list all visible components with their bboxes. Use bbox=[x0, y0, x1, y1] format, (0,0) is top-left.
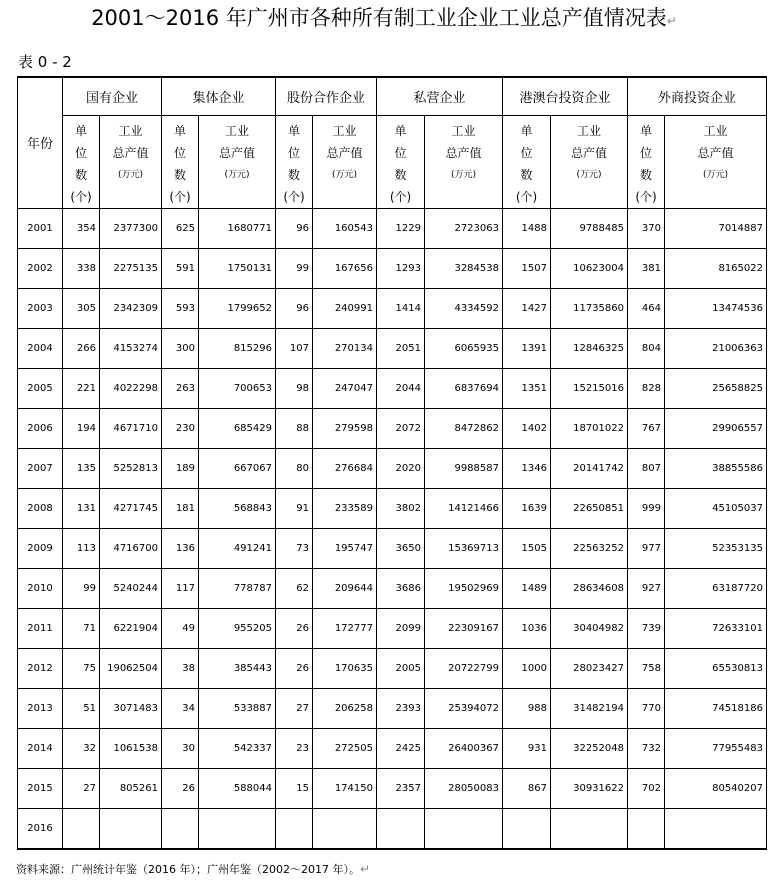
output-header-text: 工业 bbox=[451, 123, 476, 138]
unit-count-cell: 263 bbox=[162, 368, 199, 408]
unit-count-header bbox=[276, 115, 313, 208]
output-value-cell: 19062504 bbox=[100, 648, 162, 688]
table-row bbox=[18, 328, 767, 368]
year-cell: 2004 bbox=[18, 328, 63, 368]
unit-header-text: (个) bbox=[70, 189, 92, 204]
unit-count-cell bbox=[503, 808, 551, 849]
output-value-cell: 160543 bbox=[313, 208, 377, 248]
output-value-cell: 685429 bbox=[199, 408, 276, 448]
output-value-cell: 22309167 bbox=[425, 608, 503, 648]
unit-header-text: (个) bbox=[283, 189, 305, 204]
unit-count-cell: 2020 bbox=[377, 448, 425, 488]
unit-count-cell bbox=[63, 808, 100, 849]
output-value-cell: 72633101 bbox=[665, 608, 767, 648]
unit-count-cell: 931 bbox=[503, 728, 551, 768]
table-row bbox=[18, 488, 767, 528]
unit-count-cell: 136 bbox=[162, 528, 199, 568]
output-value-cell: 14121466 bbox=[425, 488, 503, 528]
unit-count-cell: 1346 bbox=[503, 448, 551, 488]
output-value-cell: 209644 bbox=[313, 568, 377, 608]
output-value-cell: 172777 bbox=[313, 608, 377, 648]
unit-count-cell: 32 bbox=[63, 728, 100, 768]
output-header-text: 工业 bbox=[332, 123, 357, 138]
output-header-text: 工业 bbox=[703, 123, 728, 138]
unit-header-text: 数 bbox=[639, 167, 652, 182]
output-value-cell: 778787 bbox=[199, 568, 276, 608]
unit-count-cell: 770 bbox=[628, 688, 665, 728]
output-value-cell: 2342309 bbox=[100, 288, 162, 328]
output-value-cell: 2275135 bbox=[100, 248, 162, 288]
unit-header-text: 数 bbox=[287, 167, 300, 182]
output-value-cell: 1750131 bbox=[199, 248, 276, 288]
unit-count-cell: 927 bbox=[628, 568, 665, 608]
output-value-cell: 12846325 bbox=[551, 328, 628, 368]
unit-count-header bbox=[162, 115, 199, 208]
unit-count-cell: 1391 bbox=[503, 328, 551, 368]
output-header-text: 工业 bbox=[118, 123, 143, 138]
unit-count-cell: 34 bbox=[162, 688, 199, 728]
table-row bbox=[18, 688, 767, 728]
unit-count-cell: 2393 bbox=[377, 688, 425, 728]
table-row bbox=[18, 648, 767, 688]
output-value-cell bbox=[425, 808, 503, 849]
output-value-cell: 18701022 bbox=[551, 408, 628, 448]
output-value-cell: 276684 bbox=[313, 448, 377, 488]
output-value-cell: 385443 bbox=[199, 648, 276, 688]
unit-count-cell: 91 bbox=[276, 488, 313, 528]
output-value-cell: 22563252 bbox=[551, 528, 628, 568]
unit-count-cell: 194 bbox=[63, 408, 100, 448]
group-header: 股份合作企业 bbox=[276, 77, 377, 115]
output-value-cell: 4716700 bbox=[100, 528, 162, 568]
unit-count-cell: 113 bbox=[63, 528, 100, 568]
unit-count-cell: 2357 bbox=[377, 768, 425, 808]
year-cell: 2003 bbox=[18, 288, 63, 328]
unit-count-cell: 381 bbox=[628, 248, 665, 288]
unit-count-cell: 135 bbox=[63, 448, 100, 488]
table-row bbox=[18, 528, 767, 568]
unit-count-cell: 3686 bbox=[377, 568, 425, 608]
unit-header-text: 单 bbox=[394, 123, 407, 138]
year-cell: 2014 bbox=[18, 728, 63, 768]
unit-count-cell: 88 bbox=[276, 408, 313, 448]
unit-count-cell: 999 bbox=[628, 488, 665, 528]
table-row bbox=[18, 288, 767, 328]
output-header-text: (万元) bbox=[702, 169, 729, 180]
output-value-header bbox=[665, 115, 767, 208]
year-cell: 2012 bbox=[18, 648, 63, 688]
unit-count-cell: 464 bbox=[628, 288, 665, 328]
unit-count-cell: 189 bbox=[162, 448, 199, 488]
unit-count-cell: 1414 bbox=[377, 288, 425, 328]
output-value-cell: 25394072 bbox=[425, 688, 503, 728]
output-value-cell: 815296 bbox=[199, 328, 276, 368]
unit-count-cell: 1488 bbox=[503, 208, 551, 248]
unit-count-cell: 354 bbox=[63, 208, 100, 248]
unit-header-text: 单 bbox=[74, 123, 87, 138]
unit-count-cell: 702 bbox=[628, 768, 665, 808]
output-value-cell: 805261 bbox=[100, 768, 162, 808]
unit-count-cell bbox=[628, 808, 665, 849]
unit-count-cell: 71 bbox=[63, 608, 100, 648]
group-header: 港澳台投资企业 bbox=[503, 77, 628, 115]
output-value-cell: 588044 bbox=[199, 768, 276, 808]
unit-count-cell: 96 bbox=[276, 288, 313, 328]
output-value-cell: 568843 bbox=[199, 488, 276, 528]
unit-count-cell: 117 bbox=[162, 568, 199, 608]
output-header-text: (万元) bbox=[224, 169, 250, 180]
unit-header-text: 数 bbox=[173, 167, 186, 182]
table-row bbox=[18, 368, 767, 408]
output-value-cell: 6837694 bbox=[425, 368, 503, 408]
output-value-cell: 7014887 bbox=[665, 208, 767, 248]
unit-count-cell: 807 bbox=[628, 448, 665, 488]
group-header: 外商投资企业 bbox=[628, 77, 767, 115]
table-row bbox=[18, 408, 767, 448]
output-header-text: 工业 bbox=[224, 123, 249, 138]
output-header-text: (万元) bbox=[117, 169, 144, 180]
output-value-header bbox=[199, 115, 276, 208]
table-row bbox=[18, 568, 767, 608]
year-cell: 2015 bbox=[18, 768, 63, 808]
output-header-text: 总产值 bbox=[326, 145, 363, 160]
unit-count-cell: 266 bbox=[63, 328, 100, 368]
unit-header-text: 数 bbox=[394, 167, 407, 182]
unit-count-cell: 98 bbox=[276, 368, 313, 408]
unit-count-header bbox=[628, 115, 665, 208]
unit-count-cell: 1427 bbox=[503, 288, 551, 328]
unit-count-cell: 2051 bbox=[377, 328, 425, 368]
unit-count-cell: 867 bbox=[503, 768, 551, 808]
unit-count-cell bbox=[276, 808, 313, 849]
unit-header-text: 单 bbox=[173, 123, 186, 138]
sub-header-row bbox=[18, 115, 767, 208]
unit-count-cell bbox=[162, 808, 199, 849]
output-value-cell: 5240244 bbox=[100, 568, 162, 608]
group-header-row bbox=[18, 77, 767, 115]
output-value-cell: 74518186 bbox=[665, 688, 767, 728]
unit-count-cell: 3802 bbox=[377, 488, 425, 528]
year-cell: 2011 bbox=[18, 608, 63, 648]
output-header-text: (万元) bbox=[576, 169, 602, 180]
unit-header-text: 位 bbox=[173, 145, 186, 160]
unit-count-cell: 181 bbox=[162, 488, 199, 528]
output-value-cell: 45105037 bbox=[665, 488, 767, 528]
table-row bbox=[18, 808, 767, 849]
year-cell: 2005 bbox=[18, 368, 63, 408]
unit-count-cell: 1293 bbox=[377, 248, 425, 288]
output-value-cell: 5252813 bbox=[100, 448, 162, 488]
unit-count-header bbox=[377, 115, 425, 208]
unit-count-cell: 1507 bbox=[503, 248, 551, 288]
output-header-text: 总产值 bbox=[697, 145, 734, 160]
unit-count-cell: 739 bbox=[628, 608, 665, 648]
output-value-cell: 1061538 bbox=[100, 728, 162, 768]
unit-count-cell: 1351 bbox=[503, 368, 551, 408]
unit-header-text: 数 bbox=[520, 167, 533, 182]
year-cell: 2010 bbox=[18, 568, 63, 608]
output-value-cell: 9788485 bbox=[551, 208, 628, 248]
output-value-cell: 21006363 bbox=[665, 328, 767, 368]
unit-count-cell: 977 bbox=[628, 528, 665, 568]
output-value-cell: 1680771 bbox=[199, 208, 276, 248]
output-value-cell: 491241 bbox=[199, 528, 276, 568]
unit-count-cell: 27 bbox=[63, 768, 100, 808]
year-cell: 2009 bbox=[18, 528, 63, 568]
output-value-cell: 195747 bbox=[313, 528, 377, 568]
output-value-cell: 170635 bbox=[313, 648, 377, 688]
unit-header-text: (个) bbox=[635, 189, 657, 204]
unit-header-text: 单 bbox=[639, 123, 652, 138]
output-value-cell: 3284538 bbox=[425, 248, 503, 288]
output-value-cell: 28050083 bbox=[425, 768, 503, 808]
output-value-cell: 26400367 bbox=[425, 728, 503, 768]
unit-header-text: 数 bbox=[74, 167, 87, 182]
output-value-cell: 4271745 bbox=[100, 488, 162, 528]
output-value-cell: 77955483 bbox=[665, 728, 767, 768]
output-value-cell: 270134 bbox=[313, 328, 377, 368]
year-cell: 2007 bbox=[18, 448, 63, 488]
output-value-cell: 10623004 bbox=[551, 248, 628, 288]
output-header-text: 总产值 bbox=[218, 145, 255, 160]
unit-count-cell: 305 bbox=[63, 288, 100, 328]
unit-count-cell: 1000 bbox=[503, 648, 551, 688]
unit-count-cell: 62 bbox=[276, 568, 313, 608]
output-value-cell: 4334592 bbox=[425, 288, 503, 328]
unit-count-cell: 221 bbox=[63, 368, 100, 408]
output-value-cell: 279598 bbox=[313, 408, 377, 448]
unit-count-cell: 2072 bbox=[377, 408, 425, 448]
output-value-cell: 206258 bbox=[313, 688, 377, 728]
unit-count-cell: 1489 bbox=[503, 568, 551, 608]
output-value-cell: 13474536 bbox=[665, 288, 767, 328]
unit-count-cell: 732 bbox=[628, 728, 665, 768]
page-title: 2001～2016 年广州市各种所有制工业企业工业总产值情况表↵ bbox=[91, 6, 677, 30]
unit-count-cell bbox=[377, 808, 425, 849]
output-value-cell: 4671710 bbox=[100, 408, 162, 448]
output-value-cell: 8472862 bbox=[425, 408, 503, 448]
unit-count-cell: 1402 bbox=[503, 408, 551, 448]
output-value-cell: 3071483 bbox=[100, 688, 162, 728]
output-value-cell: 667067 bbox=[199, 448, 276, 488]
output-value-cell: 15369713 bbox=[425, 528, 503, 568]
unit-count-cell: 26 bbox=[276, 608, 313, 648]
output-value-cell: 240991 bbox=[313, 288, 377, 328]
output-value-cell: 2723063 bbox=[425, 208, 503, 248]
output-value-cell: 174150 bbox=[313, 768, 377, 808]
output-value-cell: 30931622 bbox=[551, 768, 628, 808]
unit-count-cell: 26 bbox=[162, 768, 199, 808]
table-row bbox=[18, 608, 767, 648]
output-value-cell: 700653 bbox=[199, 368, 276, 408]
output-value-cell bbox=[313, 808, 377, 849]
unit-count-cell: 99 bbox=[276, 248, 313, 288]
unit-count-cell: 2099 bbox=[377, 608, 425, 648]
output-value-header bbox=[100, 115, 162, 208]
unit-count-cell: 15 bbox=[276, 768, 313, 808]
unit-count-cell: 2425 bbox=[377, 728, 425, 768]
unit-header-text: 位 bbox=[74, 145, 87, 160]
unit-count-cell: 828 bbox=[628, 368, 665, 408]
unit-header-text: 单 bbox=[287, 123, 300, 138]
unit-count-cell: 23 bbox=[276, 728, 313, 768]
output-value-header bbox=[551, 115, 628, 208]
output-value-cell: 9988587 bbox=[425, 448, 503, 488]
group-header: 集体企业 bbox=[162, 77, 276, 115]
year-cell: 2016 bbox=[18, 808, 63, 849]
output-value-cell bbox=[551, 808, 628, 849]
output-value-cell: 25658825 bbox=[665, 368, 767, 408]
output-value-cell: 31482194 bbox=[551, 688, 628, 728]
unit-count-cell: 230 bbox=[162, 408, 199, 448]
output-header-text: (万元) bbox=[450, 169, 477, 180]
unit-count-cell: 370 bbox=[628, 208, 665, 248]
unit-count-cell: 131 bbox=[63, 488, 100, 528]
output-value-header bbox=[313, 115, 377, 208]
output-value-cell: 29906557 bbox=[665, 408, 767, 448]
output-value-cell: 22650851 bbox=[551, 488, 628, 528]
output-value-cell bbox=[199, 808, 276, 849]
output-value-cell: 955205 bbox=[199, 608, 276, 648]
output-value-cell: 11735860 bbox=[551, 288, 628, 328]
unit-count-cell: 758 bbox=[628, 648, 665, 688]
year-cell: 2008 bbox=[18, 488, 63, 528]
unit-count-cell: 107 bbox=[276, 328, 313, 368]
unit-header-text: (个) bbox=[515, 189, 538, 204]
table-number: 表 0 - 2 bbox=[18, 53, 72, 71]
source-note: 资料来源：广州统计年鉴（2016 年）；广州年鉴（2002～2017 年）。↵ bbox=[16, 862, 371, 876]
unit-count-cell: 1229 bbox=[377, 208, 425, 248]
output-header-text: 总产值 bbox=[445, 145, 482, 160]
output-value-cell: 80540207 bbox=[665, 768, 767, 808]
unit-count-cell: 1639 bbox=[503, 488, 551, 528]
unit-count-cell: 73 bbox=[276, 528, 313, 568]
unit-count-cell: 99 bbox=[63, 568, 100, 608]
output-value-cell: 167656 bbox=[313, 248, 377, 288]
group-header: 私营企业 bbox=[377, 77, 503, 115]
year-cell: 2006 bbox=[18, 408, 63, 448]
output-value-header bbox=[425, 115, 503, 208]
unit-count-cell: 804 bbox=[628, 328, 665, 368]
year-cell: 2002 bbox=[18, 248, 63, 288]
output-header-text: (万元) bbox=[331, 169, 358, 180]
unit-header-text: 位 bbox=[287, 145, 300, 160]
unit-count-cell: 26 bbox=[276, 648, 313, 688]
unit-count-cell: 51 bbox=[63, 688, 100, 728]
output-value-cell: 32252048 bbox=[551, 728, 628, 768]
unit-count-cell: 30 bbox=[162, 728, 199, 768]
table-row bbox=[18, 728, 767, 768]
output-value-cell: 15215016 bbox=[551, 368, 628, 408]
unit-header-text: (个) bbox=[389, 189, 412, 204]
year-header: 年份 bbox=[18, 77, 63, 208]
output-value-cell: 542337 bbox=[199, 728, 276, 768]
unit-count-cell: 988 bbox=[503, 688, 551, 728]
unit-count-cell: 1505 bbox=[503, 528, 551, 568]
table-row bbox=[18, 448, 767, 488]
unit-count-cell: 2044 bbox=[377, 368, 425, 408]
output-value-cell: 20141742 bbox=[551, 448, 628, 488]
output-value-cell: 52353135 bbox=[665, 528, 767, 568]
unit-header-text: 位 bbox=[394, 145, 407, 160]
unit-count-cell: 591 bbox=[162, 248, 199, 288]
unit-count-cell: 49 bbox=[162, 608, 199, 648]
unit-count-header bbox=[503, 115, 551, 208]
output-value-cell: 28023427 bbox=[551, 648, 628, 688]
unit-header-text: 单 bbox=[520, 123, 533, 138]
output-value-cell bbox=[665, 808, 767, 849]
output-value-cell bbox=[100, 808, 162, 849]
output-value-cell: 38855586 bbox=[665, 448, 767, 488]
table-row bbox=[18, 208, 767, 248]
table-row bbox=[18, 248, 767, 288]
unit-count-cell: 767 bbox=[628, 408, 665, 448]
unit-header-text: 位 bbox=[520, 145, 533, 160]
output-value-cell: 6065935 bbox=[425, 328, 503, 368]
output-value-cell: 533887 bbox=[199, 688, 276, 728]
output-value-cell: 233589 bbox=[313, 488, 377, 528]
unit-count-cell: 3650 bbox=[377, 528, 425, 568]
output-value-cell: 4153274 bbox=[100, 328, 162, 368]
unit-count-header bbox=[63, 115, 100, 208]
output-value-cell: 1799652 bbox=[199, 288, 276, 328]
unit-count-cell: 2005 bbox=[377, 648, 425, 688]
unit-count-cell: 80 bbox=[276, 448, 313, 488]
output-value-cell: 2377300 bbox=[100, 208, 162, 248]
output-value-cell: 6221904 bbox=[100, 608, 162, 648]
unit-count-cell: 625 bbox=[162, 208, 199, 248]
output-value-cell: 19502969 bbox=[425, 568, 503, 608]
output-value-cell: 20722799 bbox=[425, 648, 503, 688]
output-value-cell: 63187720 bbox=[665, 568, 767, 608]
data-table bbox=[17, 76, 767, 850]
output-header-text: 总产值 bbox=[112, 145, 149, 160]
unit-count-cell: 75 bbox=[63, 648, 100, 688]
output-header-text: 工业 bbox=[576, 123, 601, 138]
table-row bbox=[18, 768, 767, 808]
unit-count-cell: 96 bbox=[276, 208, 313, 248]
output-value-cell: 28634608 bbox=[551, 568, 628, 608]
group-header: 国有企业 bbox=[63, 77, 162, 115]
output-value-cell: 272505 bbox=[313, 728, 377, 768]
unit-count-cell: 338 bbox=[63, 248, 100, 288]
unit-count-cell: 300 bbox=[162, 328, 199, 368]
year-cell: 2013 bbox=[18, 688, 63, 728]
year-cell: 2001 bbox=[18, 208, 63, 248]
output-value-cell: 65530813 bbox=[665, 648, 767, 688]
output-value-cell: 247047 bbox=[313, 368, 377, 408]
unit-count-cell: 1036 bbox=[503, 608, 551, 648]
output-value-cell: 4022298 bbox=[100, 368, 162, 408]
unit-header-text: (个) bbox=[169, 189, 191, 204]
output-value-cell: 8165022 bbox=[665, 248, 767, 288]
unit-count-cell: 27 bbox=[276, 688, 313, 728]
unit-count-cell: 593 bbox=[162, 288, 199, 328]
unit-count-cell: 38 bbox=[162, 648, 199, 688]
unit-header-text: 位 bbox=[639, 145, 652, 160]
output-header-text: 总产值 bbox=[570, 145, 607, 160]
output-value-cell: 30404982 bbox=[551, 608, 628, 648]
